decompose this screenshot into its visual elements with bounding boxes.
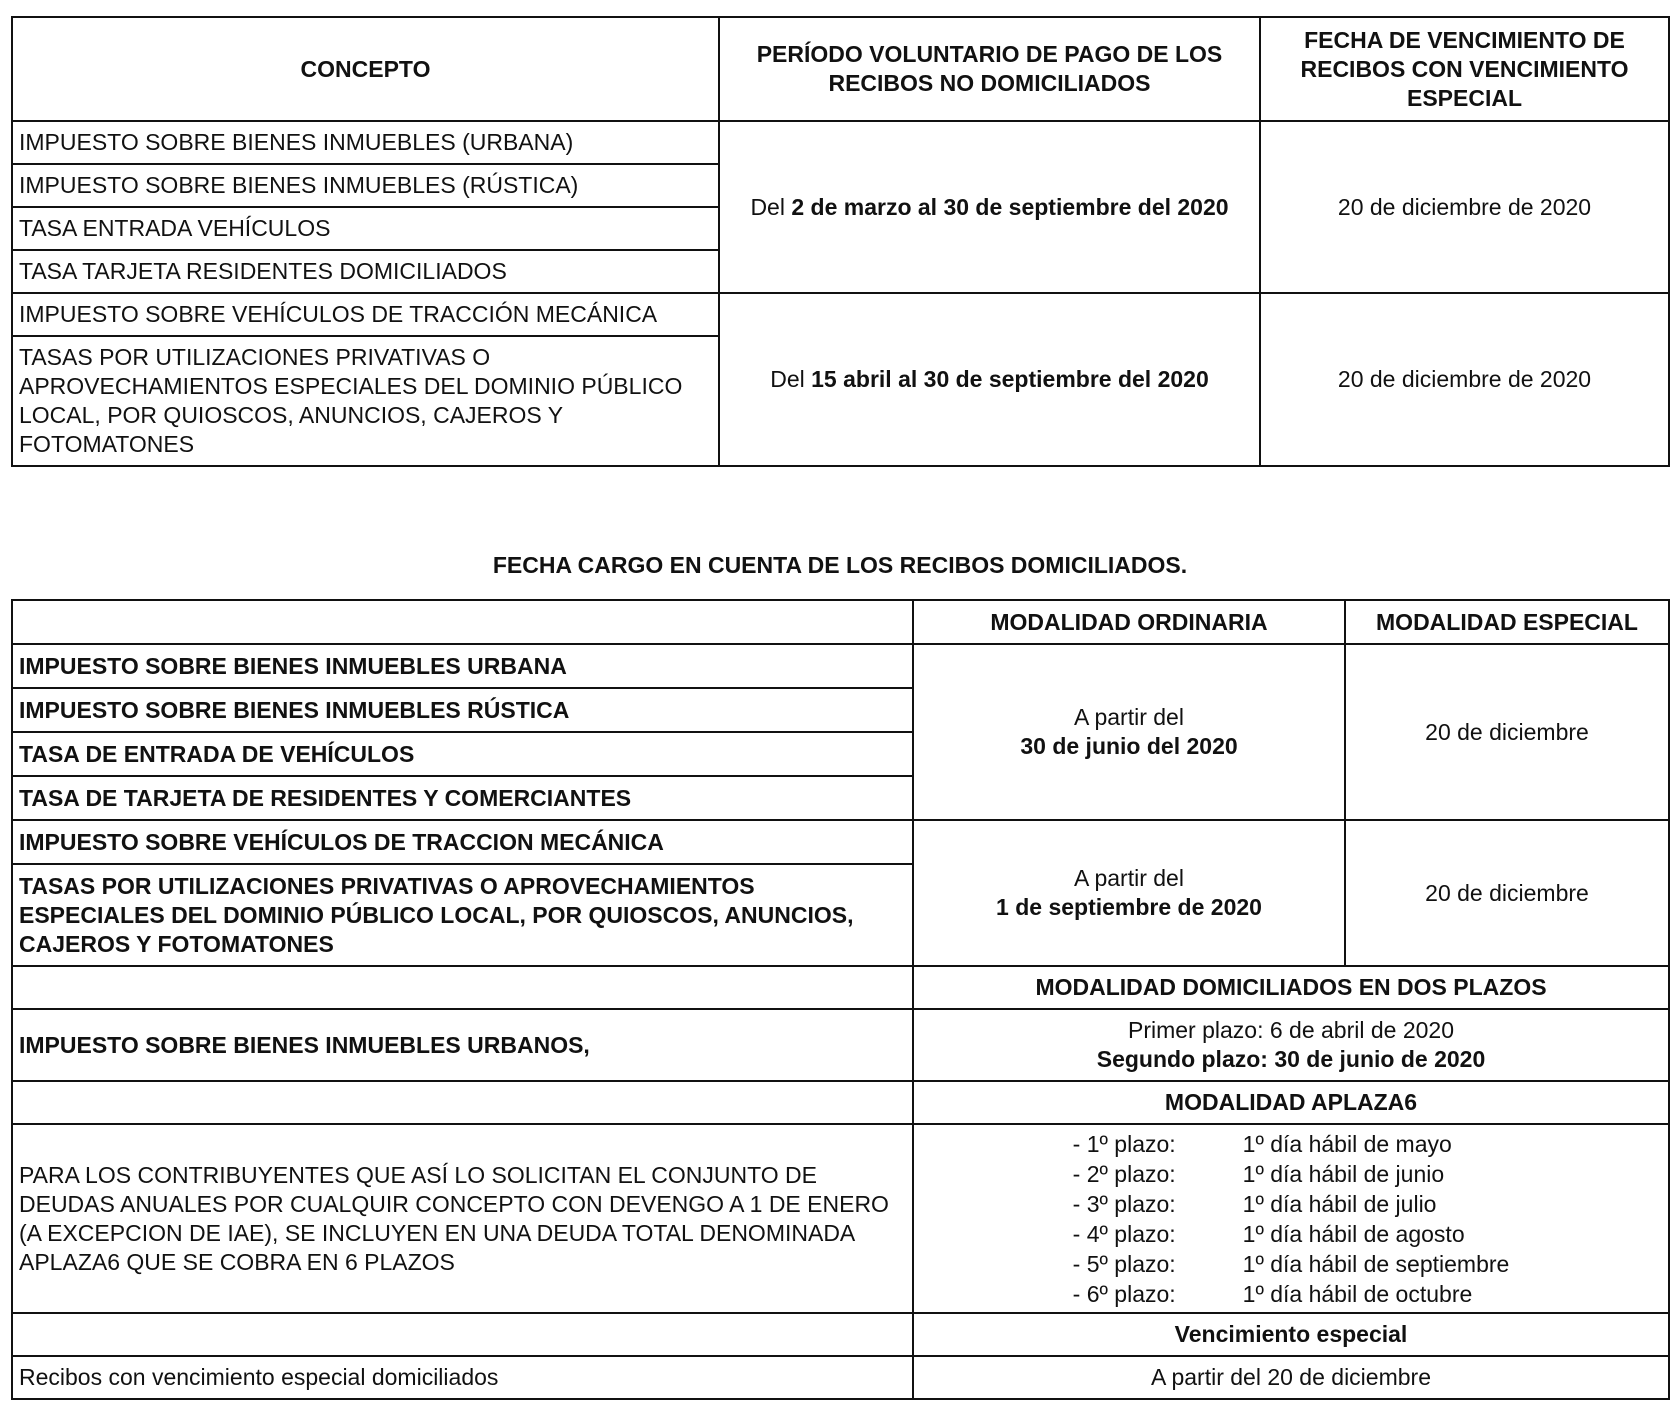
ordinary-line1: A partir del (1074, 865, 1184, 891)
concept-cell: TASA DE ENTRADA DE VEHÍCULOS (12, 732, 913, 776)
two-terms-cell (913, 1009, 1669, 1081)
concept-cell: IMPUESTO SOBRE BIENES INMUEBLES (URBANA) (12, 121, 719, 164)
special-cell: 20 de diciembre (1345, 820, 1669, 966)
concept-cell: IMPUESTO SOBRE BIENES INMUEBLES URBANOS, (12, 1009, 913, 1081)
aplaza6-terms-cell (913, 1124, 1669, 1313)
two-terms-header: MODALIDAD DOMICILIADOS EN DOS PLAZOS (913, 966, 1669, 1009)
section-title: FECHA CARGO EN CUENTA DE LOS RECIBOS DOMICILIADOS. (492, 552, 1188, 578)
header-concepto: CONCEPTO (12, 17, 719, 121)
header-ordinaria: MODALIDAD ORDINARIA (913, 600, 1345, 644)
ordinary-cell (913, 644, 1345, 820)
due-date-cell: 20 de diciembre de 2020 (1260, 293, 1669, 466)
header-especial: MODALIDAD ESPECIAL (1345, 600, 1669, 644)
ordinary-line2: 1 de septiembre de 2020 (996, 894, 1262, 920)
concept-cell: IMPUESTO SOBRE VEHÍCULOS DE TRACCIÓN MECÁNICA (12, 293, 719, 336)
term-row: - 6º plazo: 1º día hábil de octubre (1072, 1280, 1473, 1307)
concept-cell: TASAS POR UTILIZACIONES PRIVATIVAS O APROVECHAMIENTOS ESPECIALES DEL DOMINIO PÚBLICO LOCAL, POR QUIOSCOS, ANUNCIOS, CAJEROS Y FOTOMATONES (12, 336, 719, 466)
ordinary-cell (913, 820, 1345, 966)
empty-cell (12, 966, 913, 1009)
special-due-value: A partir del 20 de diciembre (913, 1356, 1669, 1399)
concept-cell: IMPUESTO SOBRE VEHÍCULOS DE TRACCION MECÁNICA (12, 820, 913, 864)
concept-cell: TASA ENTRADA VEHÍCULOS (12, 207, 719, 250)
period-cell: Del 15 abril al 30 de septiembre del 2020 (719, 293, 1260, 466)
header-vencimiento: FECHA DE VENCIMIENTO DE RECIBOS CON VENCIMIENTO ESPECIAL (1260, 17, 1669, 121)
concept-cell: IMPUESTO SOBRE BIENES INMUEBLES RÚSTICA (12, 688, 913, 732)
concept-cell: TASAS POR UTILIZACIONES PRIVATIVAS O APROVECHAMIENTOS ESPECIALES DEL DOMINIO PÚBLICO LOCAL, POR QUIOSCOS, ANUNCIOS, CAJEROS Y FOTOMATONES (12, 864, 913, 966)
special-cell: 20 de diciembre (1345, 644, 1669, 820)
term-row: - 4º plazo: 1º día hábil de agosto (1072, 1220, 1465, 1247)
ordinary-line2: 30 de junio del 2020 (1020, 733, 1238, 759)
term-row: - 5º plazo: 1º día hábil de septiembre (1072, 1250, 1510, 1277)
period-cell: Del 2 de marzo al 30 de septiembre del 2020 (719, 121, 1260, 293)
concept-cell: Recibos con vencimiento especial domiciliados (12, 1356, 913, 1399)
concept-cell: TASA TARJETA RESIDENTES DOMICILIADOS (12, 250, 719, 293)
concept-cell: IMPUESTO SOBRE BIENES INMUEBLES URBANA (12, 644, 913, 688)
term-row: - 1º plazo: 1º día hábil de mayo (1072, 1130, 1452, 1157)
second-term: Segundo plazo: 30 de junio de 2020 (1096, 1046, 1486, 1072)
aplaza6-terms-list (1073, 1129, 1510, 1309)
concept-cell: IMPUESTO SOBRE BIENES INMUEBLES (RÚSTICA) (12, 164, 719, 207)
payment-periods-table (11, 16, 1670, 467)
concept-cell: TASA DE TARJETA DE RESIDENTES Y COMERCIANTES (12, 776, 913, 820)
header-periodo: PERÍODO VOLUNTARIO DE PAGO DE LOS RECIBOS NO DOMICILIADOS (719, 17, 1260, 121)
aplaza6-header: MODALIDAD APLAZA6 (913, 1081, 1669, 1124)
ordinary-line1: A partir del (1074, 704, 1184, 730)
direct-debit-table (11, 599, 1670, 1400)
due-date-cell: 20 de diciembre de 2020 (1260, 121, 1669, 293)
special-due-header: Vencimiento especial (913, 1313, 1669, 1356)
term-row: - 2º plazo: 1º día hábil de junio (1072, 1160, 1445, 1187)
concept-cell: PARA LOS CONTRIBUYENTES QUE ASÍ LO SOLICITAN EL CONJUNTO DE DEUDAS ANUALES POR CUALQUIR CONCEPTO CON DEVENGO A 1 DE ENERO (A EXCEPCION DE IAE), SE INCLUYEN EN UNA DEUDA TOTAL DENOMINADA APLAZA6 QUE SE COBRA EN 6 PLAZOS (12, 1124, 913, 1313)
empty-cell (12, 1081, 913, 1124)
header-empty (12, 600, 913, 644)
empty-cell (12, 1313, 913, 1356)
first-term: Primer plazo: 6 de abril de 2020 (1127, 1017, 1455, 1043)
term-row: - 3º plazo: 1º día hábil de julio (1072, 1190, 1437, 1217)
